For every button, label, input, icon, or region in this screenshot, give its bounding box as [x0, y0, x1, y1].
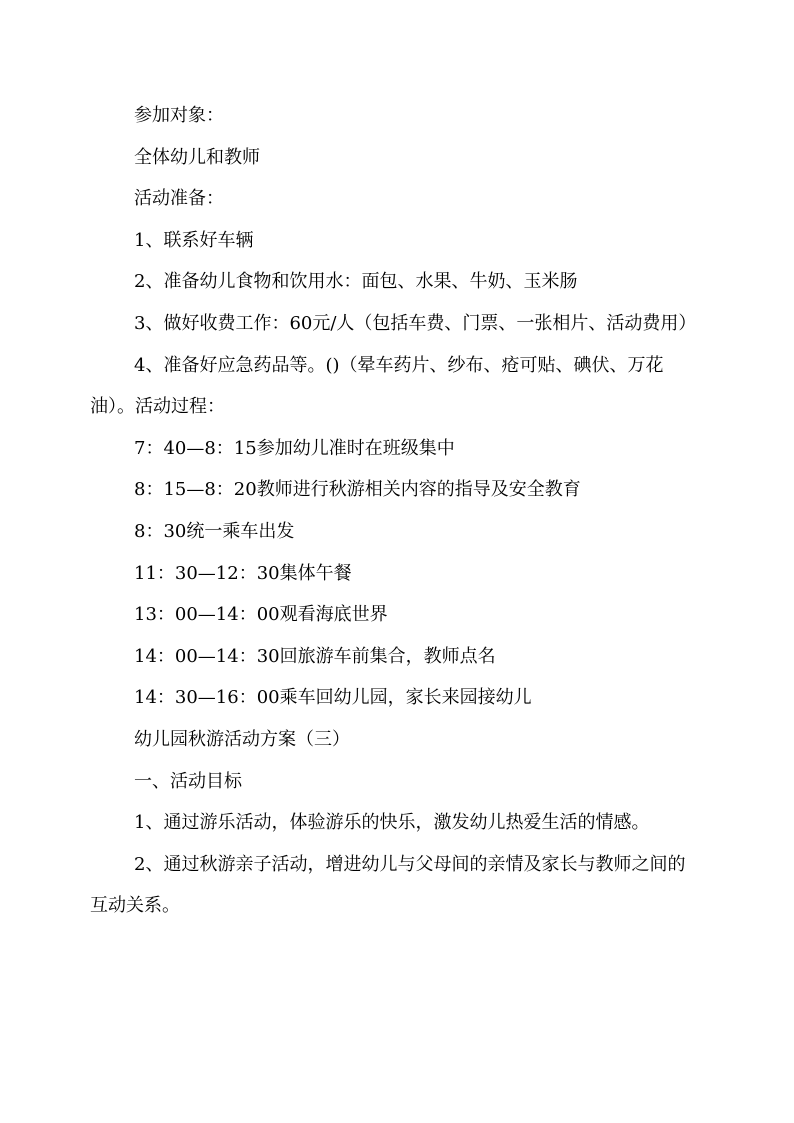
schedule-item: 7：40—8：15参加幼儿准时在班级集中 — [134, 437, 455, 459]
list-item: 2、通过秋游亲子活动，增进幼儿与父母间的亲情及家长与教师之间的互动关系。 — [90, 853, 686, 917]
schedule-item: 8：15—8：20教师进行秋游相关内容的指导及安全教育 — [134, 479, 581, 501]
list-item: 4、准备好应急药品等。()（晕车药片、纱布、疮可贴、碘伏、万花油）。活动过程： — [90, 354, 664, 418]
document-body — [90, 95, 702, 927]
section-title: 幼儿园秋游活动方案（三） — [134, 728, 350, 750]
schedule-item: 8：30统一乘车出发 — [134, 520, 295, 542]
list-item: 3、做好收费工作：60元/人（包括车费、门票、一张相片、活动费用） — [134, 312, 697, 334]
schedule-item: 11：30—12：30集体午餐 — [134, 562, 352, 584]
list-item: 1、联系好车辆 — [134, 229, 254, 251]
section-heading: 一、活动目标 — [134, 770, 242, 792]
schedule-item: 14：30—16：00乘车回幼儿园，家长来园接幼儿 — [134, 687, 532, 709]
schedule-item: 13：00—14：00观看海底世界 — [134, 604, 388, 626]
list-item: 1、通过游乐活动，体验游乐的快乐，激发幼儿热爱生活的情感。 — [134, 812, 650, 834]
paragraph: 参加对象： — [134, 105, 224, 126]
schedule-item: 14：00—14：30回旅游车前集合，教师点名 — [134, 645, 496, 667]
paragraph: 全体幼儿和教师 — [134, 146, 260, 168]
paragraph: 活动准备： — [134, 188, 224, 210]
list-item: 2、准备幼儿食物和饮用水：面包、水果、牛奶、玉米肠 — [134, 271, 578, 293]
